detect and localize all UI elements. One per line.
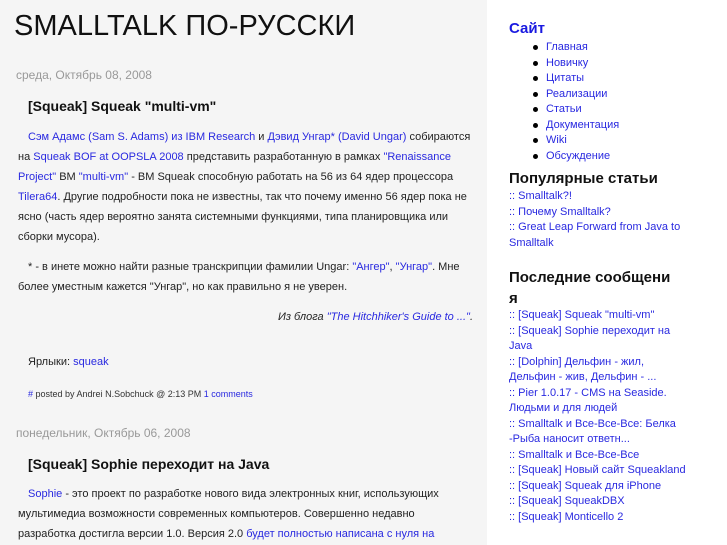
popular-link[interactable]: :: Great Leap Forward from Java to Smalltalk [509,221,681,249]
site-nav-link[interactable]: Главная [546,41,588,53]
site-nav-link[interactable]: Документация [546,118,620,131]
recent-list [509,308,689,525]
post-body [18,484,473,544]
site-nav-item[interactable] [546,102,619,118]
recent-link[interactable]: :: [Squeak] Monticello 2 [509,510,624,523]
site-nav-item[interactable] [546,40,619,56]
site-nav-link[interactable]: Статьи [546,103,582,115]
bullet-icon [533,107,538,112]
bullet-icon [533,154,538,159]
post-link[interactable]: Squeak BOF at OOPSLA 2008 [33,151,184,163]
popular-link[interactable]: :: Smalltalk?! [509,190,572,202]
post-link[interactable]: "Унгар" [395,261,433,273]
quote-source [18,307,473,327]
site-title[interactable]: SMALLTALK ПО-РУССКИ [14,10,356,42]
popular-link[interactable]: :: Почему Smalltalk? [509,205,611,218]
site-nav-item[interactable] [546,71,619,87]
text: - ВМ Squeak способную работать на 56 из 64 ядер процессора [128,171,454,183]
post-link[interactable]: будет полностью написана с нуля на [246,528,435,540]
recent-heading: Последние сообщения [509,269,671,307]
post-link[interactable]: "multi-vm" [78,171,129,183]
recent-link[interactable]: :: Pier 1.0.17 - CMS на Seaside. Людьми и для людей [509,386,667,414]
site-nav-item[interactable] [546,133,619,149]
permalink-hash[interactable]: # [28,389,34,399]
post-title: [Squeak] Sophie переходит на Java [28,456,270,472]
site-nav-link[interactable]: Обсуждение [546,149,611,162]
post-footer [28,389,253,399]
source-link[interactable]: "The Hitchhiker's Guide to ..." [326,311,470,323]
popular-list [509,189,689,251]
text: представить разработанную в рамках [183,151,384,163]
text: и [255,131,268,143]
recent-link[interactable]: :: [Dolphin] Дельфин - жил, Дельфин - жив, Дельфин - ... [509,355,657,383]
bullet-icon [533,76,538,81]
post-paragraph [18,484,473,544]
post-link[interactable]: Tilera64 [18,191,58,203]
text: . Другие подробности пока не известны, так что почему именно 56 ядер пока не ясно (часть ядер вероятно занята системными функциями, типа планировщика или сборки мусора). [18,191,467,243]
recent-link[interactable]: :: [Squeak] Squeak для iPhone [509,479,662,492]
text: собираются на [18,131,471,163]
post-labels [28,356,109,368]
recent-link[interactable]: :: [Squeak] Sophie переходит на Java [509,324,671,352]
text: . Мне более уместным кажется "Унгар", но как правильно я не уверен. [18,261,460,293]
post-paragraph [18,127,473,247]
label-link[interactable]: squeak [73,356,109,368]
text: . [469,311,473,323]
text: ВМ [56,171,79,183]
post-link[interactable]: Дэвид Унгар* (David Ungar) [267,131,407,143]
text: * - в инете можно найти разные транскрипции фамилии Ungar: [28,261,353,273]
post-link[interactable]: Sophie [28,488,63,500]
bullet-icon [533,45,538,50]
post-date: понедельник, Октябрь 06, 2008 [16,426,191,440]
site-nav-link[interactable]: Wiki [546,134,567,146]
comments-link[interactable]: 1 comments [203,389,253,399]
bullet-icon [533,138,538,143]
site-nav-item[interactable] [546,56,619,72]
post-paragraph [18,257,473,297]
site-nav-link[interactable]: Цитаты [546,72,585,84]
bullet-icon [533,61,538,66]
sidebar-site-heading[interactable]: Сайт [509,20,545,37]
post-date: среда, Октябрь 08, 2008 [16,68,152,82]
sidebar [487,0,727,545]
recent-link[interactable]: :: Smalltalk и Все-Все-Все: Белка -Рыба наносит ответн... [509,417,676,445]
popular-heading: Популярные статьи [509,170,658,187]
recent-link[interactable]: :: [Squeak] SqueakDBX [509,495,625,507]
site-nav-item[interactable] [546,87,619,103]
recent-link[interactable]: :: [Squeak] Squeak "multi-vm" [509,309,655,321]
post-link[interactable]: Сэм Адамс (Sam S. Adams) из IBM Research [28,131,256,143]
post-title: [Squeak] Squeak "multi-vm" [28,98,217,114]
text: , [389,261,396,273]
site-nav-link[interactable]: Реализации [546,87,608,100]
site-nav-link[interactable]: Новичку [546,56,589,69]
post-link[interactable]: "Renaissance Project" [18,151,451,183]
bullet-icon [533,123,538,128]
post-body [18,127,473,327]
text: Из блога [277,311,327,323]
recent-link[interactable]: :: [Squeak] Новый сайт Squeakland [509,464,686,476]
site-nav-item[interactable] [546,118,619,134]
bullet-icon [533,92,538,97]
post-link[interactable]: "Ангер" [352,261,390,273]
site-nav-item[interactable] [546,149,619,165]
site-nav-list [546,40,619,164]
posted-by: posted by Andrei N.Sobchuck @ 2:13 PM [33,389,202,399]
recent-link[interactable]: :: Smalltalk и Все-Все-Все [509,448,640,461]
text: - это проект по разработке нового вида электронных книг, использующих мультимедиа возможности современных компьютеров. Совершенно недавно разработка достигла версии 1.0. Версия 2.0 [18,488,439,540]
labels-prefix: Ярлыки: [28,356,74,368]
